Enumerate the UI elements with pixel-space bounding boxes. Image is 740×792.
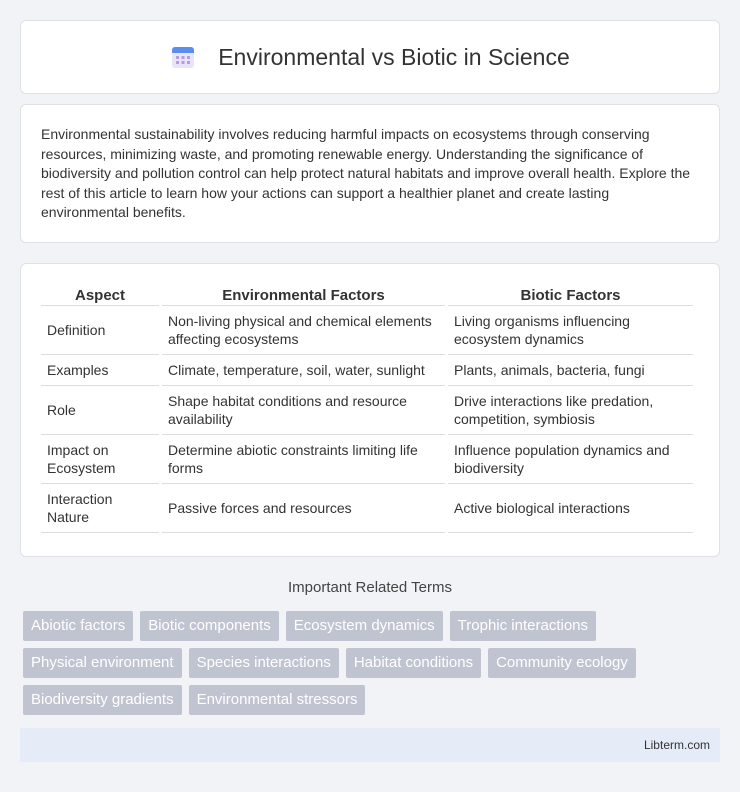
term-tag[interactable]: Biodiversity gradients [23, 685, 182, 715]
intro-text: Environmental sustainability involves reducing harmful impacts on ecosystems through conserving resources, minimizing waste, and promoting renewable energy. Understanding the significance of biodiversity and pollution control can help protect natural habitats and improve overall health. Explore the rest of this article to learn how your actions can support a healthier planet and create lasting environmental benefits. [41, 126, 691, 220]
cell-aspect: Impact on Ecosystem [41, 435, 159, 484]
cell-environmental: Climate, temperature, soil, water, sunlight [162, 355, 445, 386]
term-tag[interactable]: Community ecology [488, 648, 636, 678]
term-tag[interactable]: Physical environment [23, 648, 182, 678]
term-tag[interactable]: Abiotic factors [23, 611, 133, 641]
intro-card [20, 104, 720, 243]
table-row [41, 435, 693, 484]
table-header-row [41, 286, 693, 306]
cell-environmental: Shape habitat conditions and resource availability [162, 386, 445, 435]
cell-biotic: Living organisms influencing ecosystem dynamics [448, 306, 693, 355]
header-environmental: Environmental Factors [162, 286, 445, 306]
header-aspect: Aspect [41, 286, 159, 306]
term-tag[interactable]: Ecosystem dynamics [286, 611, 443, 641]
cell-aspect: Role [41, 386, 159, 435]
cell-biotic: Active biological interactions [448, 484, 693, 533]
table-row [41, 484, 693, 533]
related-terms-list [23, 611, 723, 715]
cell-biotic: Plants, animals, bacteria, fungi [448, 355, 693, 386]
calendar-icon [170, 44, 196, 70]
footer-site-link[interactable]: Libterm.com [643, 738, 710, 752]
table-row [41, 386, 693, 435]
comparison-table [38, 286, 696, 533]
cell-biotic: Drive interactions like predation, competition, symbiosis [448, 386, 693, 435]
term-tag[interactable]: Environmental stressors [189, 685, 366, 715]
cell-environmental: Determine abiotic constraints limiting life forms [162, 435, 445, 484]
comparison-table-card [20, 263, 720, 557]
cell-aspect: Definition [41, 306, 159, 355]
cell-environmental: Passive forces and resources [162, 484, 445, 533]
cell-biotic: Influence population dynamics and biodiversity [448, 435, 693, 484]
term-tag[interactable]: Species interactions [189, 648, 339, 678]
header-card [20, 20, 720, 94]
page-title: Environmental vs Biotic in Science [218, 43, 570, 70]
term-tag[interactable]: Biotic components [140, 611, 279, 641]
cell-aspect: Examples [41, 355, 159, 386]
table-row [41, 306, 693, 355]
footer [20, 728, 720, 762]
term-tag[interactable]: Trophic interactions [450, 611, 596, 641]
cell-aspect: Interaction Nature [41, 484, 159, 533]
term-tag[interactable]: Habitat conditions [346, 648, 481, 678]
header-biotic: Biotic Factors [448, 286, 693, 306]
cell-environmental: Non-living physical and chemical elements affecting ecosystems [162, 306, 445, 355]
table-row [41, 355, 693, 386]
related-terms-title: Important Related Terms [288, 579, 452, 596]
